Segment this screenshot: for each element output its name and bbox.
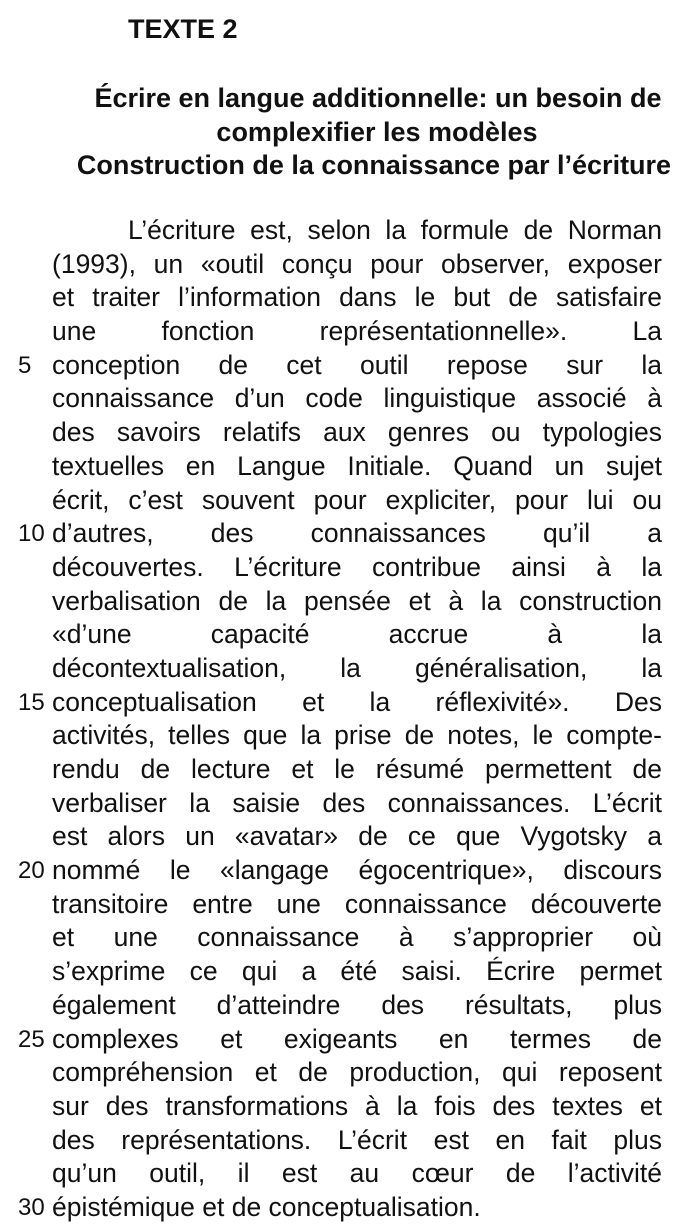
line-number: 10 — [18, 520, 45, 548]
text-line — [0, 888, 662, 922]
line-text: textuelles en Langue Initiale. Quand un sujet — [52, 450, 662, 481]
line-text: des savoirs relatifs aux genres ou typologies — [52, 417, 662, 448]
line-text: conception de cet outil repose sur la — [52, 349, 662, 380]
text-line — [0, 955, 662, 989]
text-line — [0, 315, 662, 349]
line-text: une fonction représentationnelle». La — [52, 316, 662, 347]
line-text: d’autres, des connaissances qu’il a — [52, 518, 662, 549]
line-text: activités, telles que la prise de notes, le compte- — [52, 720, 662, 751]
line-number: 15 — [18, 688, 45, 716]
body-paragraph — [0, 214, 694, 1225]
text-line — [0, 1124, 662, 1158]
line-text: découvertes. L’écriture contribue ainsi à la — [52, 551, 662, 582]
text-line — [0, 989, 662, 1023]
line-text: nommé le «langage égocentrique», discours — [52, 855, 662, 886]
text-line — [0, 787, 662, 821]
line-number: 25 — [18, 1025, 45, 1053]
text-line — [0, 686, 662, 720]
text-line — [0, 382, 662, 416]
text-line — [0, 820, 662, 854]
line-text: compréhension et de production, qui reposent — [52, 1057, 662, 1088]
text-line — [0, 484, 662, 518]
line-text: décontextualisation, la généralisation, la — [52, 652, 662, 683]
line-text: également d’atteindre des résultats, plus — [52, 989, 662, 1020]
line-text: écrit, c’est souvent pour expliciter, pour lui ou — [52, 484, 662, 515]
line-text: complexes et exigeants en termes de — [52, 1023, 662, 1054]
text-line — [0, 214, 662, 248]
text-line — [0, 1090, 662, 1124]
line-text: «d’une capacité accrue à la — [52, 619, 662, 650]
line-text: verbaliser la saisie des connaissances. L’écrit — [52, 787, 662, 818]
line-text: est alors un «avatar» de ce que Vygotsky a — [52, 821, 662, 852]
line-text: verbalisation de la pensée et à la construction — [52, 585, 662, 616]
text-line — [0, 618, 662, 652]
line-text: connaissance d’un code linguistique associé à — [52, 383, 662, 414]
title-line-3: Construction de la connaissance par l’écriture — [76, 150, 672, 180]
line-text: rendu de lecture et le résumé permettent de — [52, 754, 662, 784]
line-text: L’écriture est, selon la formule de Norman — [128, 215, 662, 245]
text-line — [0, 753, 662, 787]
text-line — [0, 1023, 662, 1057]
document-title — [20, 82, 694, 183]
text-line — [0, 248, 662, 282]
line-text: et une connaissance à s’approprier où — [52, 922, 662, 953]
text-line — [0, 652, 662, 686]
text-number-label: TEXTE 2 — [128, 14, 238, 44]
line-text: conceptualisation et la réflexivité». Des — [52, 686, 662, 717]
text-line — [0, 1056, 662, 1090]
text-line — [0, 517, 662, 551]
line-text: des représentations. L’écrit est en fait plus — [52, 1124, 662, 1155]
title-line-2: complexifier les modèles — [216, 116, 538, 147]
text-line — [0, 585, 662, 619]
line-text: et traiter l’information dans le but de satisfaire — [52, 282, 662, 313]
line-text: s’exprime ce qui a été saisi. Écrire permet — [52, 956, 662, 987]
text-line — [0, 719, 662, 753]
line-number: 30 — [18, 1193, 45, 1221]
text-line — [0, 921, 662, 955]
text-line — [0, 281, 662, 315]
title-line-1: Écrire en langue additionnelle: un besoin de — [94, 83, 662, 113]
line-text: transitoire entre une connaissance découverte — [52, 888, 662, 919]
line-text: qu’un outil, il est au cœur de l’activité — [52, 1158, 662, 1189]
line-text: épistémique et de conceptualisation. — [52, 1191, 481, 1222]
text-line — [0, 349, 662, 383]
line-number: 20 — [18, 857, 45, 885]
line-text: sur des transformations à la fois des textes et — [52, 1090, 662, 1121]
text-line — [0, 854, 662, 888]
text-line — [0, 1157, 662, 1191]
text-line — [0, 416, 662, 450]
text-line — [0, 551, 662, 585]
line-text: (1993), un «outil conçu pour observer, exposer — [52, 248, 662, 279]
text-line — [0, 1191, 662, 1225]
line-number: 5 — [18, 351, 32, 379]
text-line — [0, 450, 662, 484]
